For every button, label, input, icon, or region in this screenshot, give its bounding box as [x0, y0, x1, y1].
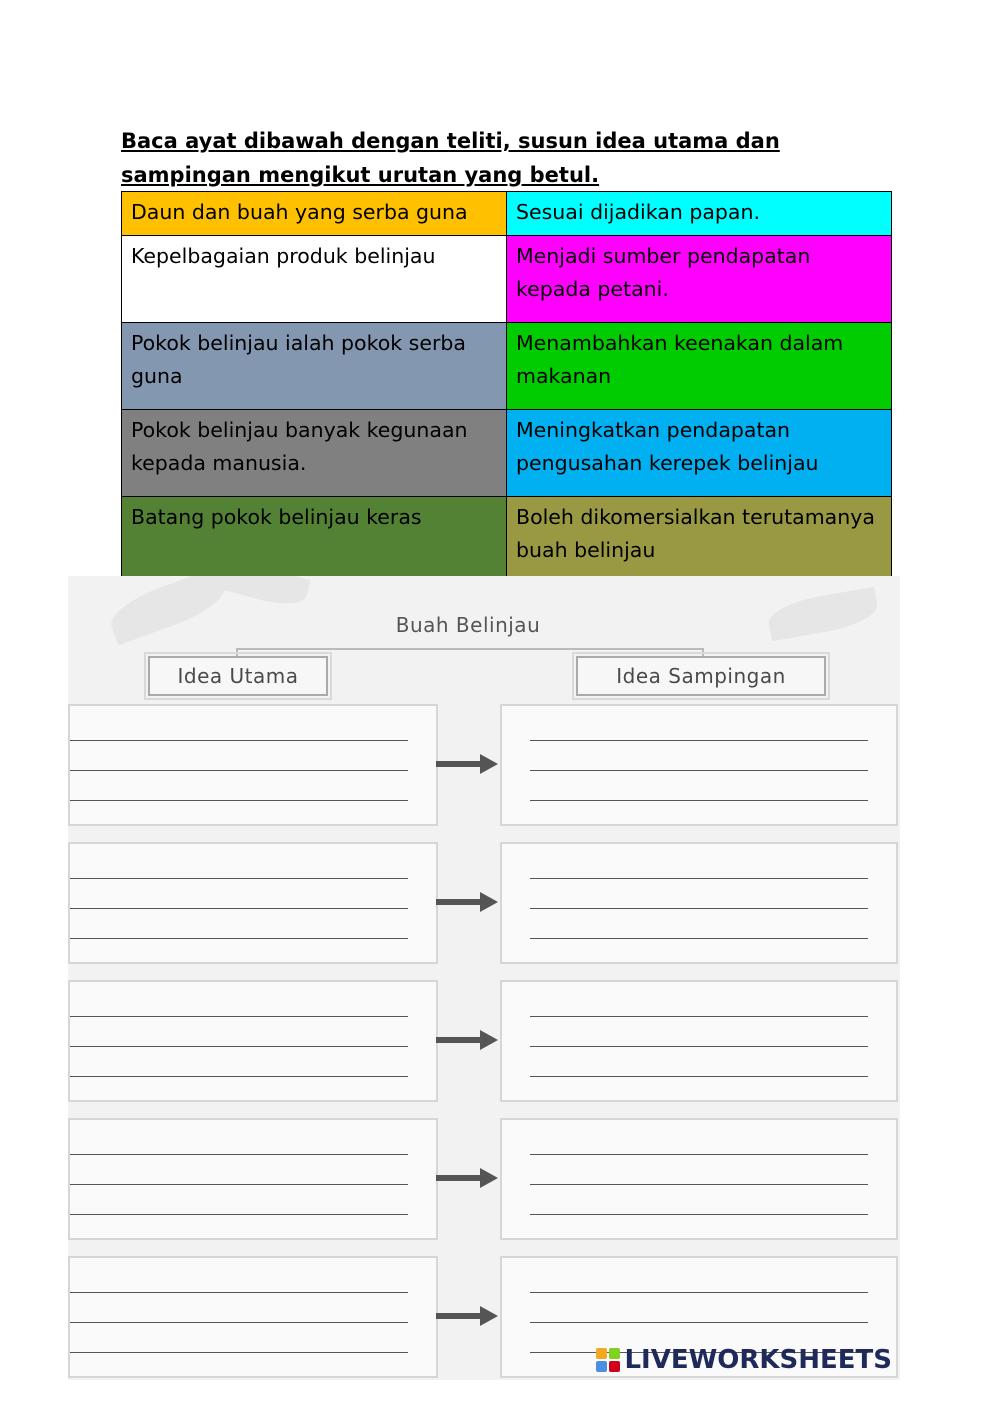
arrow-right-icon [436, 1030, 498, 1050]
answer-line[interactable] [70, 1184, 408, 1185]
idea-cell-right[interactable]: Menjadi sumber pendapatan kepada petani. [507, 236, 892, 323]
idea-sampingan-answer-box[interactable] [500, 1118, 898, 1240]
answer-line[interactable] [530, 740, 868, 741]
arrow-right-icon [436, 1306, 498, 1326]
idea-sampingan-answer-box[interactable] [500, 980, 898, 1102]
answer-line[interactable] [70, 1292, 408, 1293]
answer-line[interactable] [530, 938, 868, 939]
answer-line[interactable] [530, 878, 868, 879]
logo-tile [596, 1348, 607, 1359]
mind-map-worksheet [68, 576, 900, 1380]
answer-line[interactable] [530, 1184, 868, 1185]
answer-line[interactable] [70, 938, 408, 939]
leaf-decoration [105, 576, 231, 645]
answer-line[interactable] [70, 878, 408, 879]
answer-line[interactable] [70, 770, 408, 771]
answer-line[interactable] [70, 1076, 408, 1077]
ideas-table-row [122, 323, 892, 410]
leaf-decoration [766, 587, 881, 642]
arrow-right-icon [436, 892, 498, 912]
answer-line[interactable] [70, 1016, 408, 1017]
answer-line[interactable] [530, 1214, 868, 1215]
answer-line[interactable] [530, 1046, 868, 1047]
answer-line[interactable] [70, 740, 408, 741]
arrow-right-icon [436, 1168, 498, 1188]
logo-text: LIVEWORKSHEETS [624, 1345, 892, 1375]
diagram-title: Buah Belinjau [395, 613, 541, 637]
logo-tile [609, 1361, 620, 1372]
arrow-right-icon [436, 754, 498, 774]
idea-utama-answer-box[interactable] [68, 1118, 438, 1240]
answer-line[interactable] [70, 1046, 408, 1047]
idea-cell-left[interactable]: Pokok belinjau ialah pokok serba guna [122, 323, 507, 410]
idea-cell-right[interactable]: Sesuai dijadikan papan. [507, 192, 892, 236]
ideas-table-row [122, 192, 892, 236]
idea-utama-answer-box[interactable] [68, 704, 438, 826]
ideas-table-row [122, 497, 892, 577]
answer-line[interactable] [530, 800, 868, 801]
idea-utama-answer-box[interactable] [68, 1256, 438, 1378]
ideas-table-row [122, 236, 892, 323]
liveworksheets-logo [596, 1346, 892, 1374]
idea-utama-header: Idea Utama [148, 656, 328, 696]
answer-line[interactable] [70, 800, 408, 801]
idea-utama-answer-box[interactable] [68, 842, 438, 964]
idea-sampingan-answer-box[interactable] [500, 704, 898, 826]
answer-line[interactable] [530, 1076, 868, 1077]
answer-line[interactable] [530, 770, 868, 771]
answer-line[interactable] [530, 908, 868, 909]
answer-line[interactable] [70, 1352, 408, 1353]
logo-tile [609, 1348, 620, 1359]
idea-cell-right[interactable]: Menambahkan keenakan dalam makanan [507, 323, 892, 410]
idea-cell-right[interactable]: Boleh dikomersialkan terutamanya buah belinjau [507, 497, 892, 577]
answer-line[interactable] [530, 1016, 868, 1017]
idea-cell-left[interactable]: Daun dan buah yang serba guna [122, 192, 507, 236]
liveworksheets-logo-icon [596, 1348, 620, 1372]
answer-line[interactable] [530, 1154, 868, 1155]
answer-line[interactable] [70, 1322, 408, 1323]
answer-line[interactable] [530, 1322, 868, 1323]
answer-line[interactable] [70, 1154, 408, 1155]
idea-cell-left[interactable]: Batang pokok belinjau keras [122, 497, 507, 577]
idea-cell-left[interactable]: Pokok belinjau banyak kegunaan kepada manusia. [122, 410, 507, 497]
idea-cell-left[interactable]: Kepelbagaian produk belinjau [122, 236, 507, 323]
answer-line[interactable] [530, 1292, 868, 1293]
logo-tile [596, 1361, 607, 1372]
idea-utama-answer-box[interactable] [68, 980, 438, 1102]
answer-line[interactable] [70, 908, 408, 909]
instruction-text: Baca ayat dibawah dengan teliti, susun idea utama dan sampingan mengikut urutan yang betul. [121, 129, 780, 187]
ideas-table [121, 191, 892, 577]
idea-sampingan-answer-box[interactable] [500, 842, 898, 964]
idea-sampingan-header: Idea Sampingan [576, 656, 826, 696]
idea-cell-right[interactable]: Meningkatkan pendapatan pengusahan kerepek belinjau [507, 410, 892, 497]
leaf-decoration [215, 576, 310, 611]
answer-line[interactable] [70, 1214, 408, 1215]
ideas-table-row [122, 410, 892, 497]
